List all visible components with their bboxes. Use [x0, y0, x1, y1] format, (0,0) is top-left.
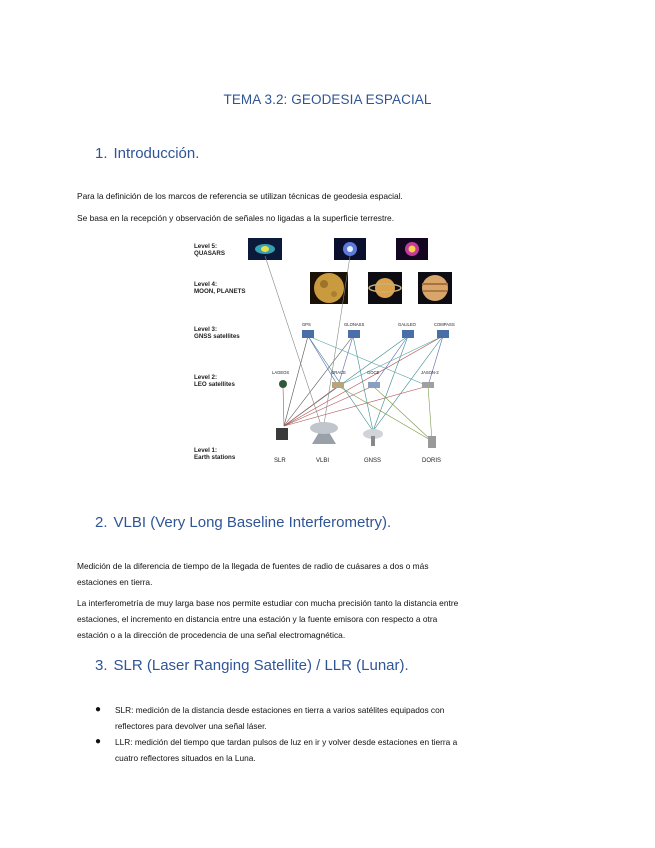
level-2-label-1: Level 2: — [194, 374, 218, 381]
geodesy-levels-figure — [188, 236, 464, 468]
moon-planets-images — [310, 272, 452, 304]
bullet-item-slr — [95, 702, 579, 734]
leo-label-grace: GRACE — [331, 370, 346, 375]
section-number: 1. — [95, 145, 108, 162]
section-heading-slr — [95, 657, 409, 674]
level-3-label-1: Level 3: — [194, 326, 218, 333]
intro-paragraph-2: Se basa en la recepción y observación de señales no ligadas a la superficie terrestre. — [77, 213, 395, 223]
section-heading-vlbi — [95, 514, 391, 531]
station-label-gnss: GNSS — [364, 458, 382, 464]
level-3-label-2: GNSS satellites — [194, 333, 240, 340]
level-1-label-2: Earth stations — [194, 454, 236, 461]
vlbi-paragraph-2-line-3: estación o a la dirección de procedencia de una señal electromagnética. — [77, 630, 346, 640]
station-label-vlbi: VLBI — [316, 458, 330, 464]
vlbi-paragraph-2 — [77, 595, 582, 643]
level-5-label-1: Level 5: — [194, 243, 218, 250]
bullet-item-llr — [95, 734, 579, 766]
section-title: VLBI (Very Long Baseline Interferometry). — [113, 514, 392, 531]
intro-paragraph-1: Para la definición de los marcos de referencia se utilizan técnicas de geodesia espacial. — [77, 191, 403, 201]
bullet-dot-icon: ● — [95, 704, 102, 715]
section-heading-introduccion — [95, 145, 199, 162]
level-4-label-1: Level 4: — [194, 281, 218, 288]
bullet-text-line-1: SLR: medición de la distancia desde estaciones en tierra a varios satélites equipados con — [115, 705, 445, 715]
vlbi-paragraph-1 — [77, 558, 582, 590]
section-number: 2. — [95, 514, 108, 531]
gnss-label-glonass: GLONASS — [344, 322, 365, 327]
bullet-text-line-1: LLR: medición del tiempo que tardan pulsos de luz en ir y volver desde estaciones en tierra a — [115, 737, 458, 747]
level-1-label-1: Level 1: — [194, 447, 218, 454]
vlbi-paragraph-1-line-2: estaciones en tierra. — [77, 577, 153, 587]
bullet-text-line-2: reflectores para devolver una señal láser. — [115, 721, 267, 731]
leo-label-jason2: JASON-2 — [421, 370, 439, 375]
section-number: 3. — [95, 657, 108, 674]
vlbi-paragraph-1-line-1: Medición de la diferencia de tiempo de la llegada de fuentes de radio de cuásares a dos o más — [77, 561, 429, 571]
level-5-label-2: QUASARS — [194, 250, 225, 257]
section-title: Introducción. — [113, 145, 200, 162]
document-title: TEMA 3.2: GEODESIA ESPACIAL — [223, 92, 432, 107]
station-label-slr: SLR — [274, 458, 286, 464]
gnss-label-galileo: GALILEO — [398, 322, 416, 327]
level-4-label-2: MOON, PLANETS — [194, 288, 246, 295]
vlbi-paragraph-2-line-1: La interferometría de muy larga base nos permite estudiar con mucha precisión tanto la distancia entre — [77, 598, 459, 608]
level-2-label-2: LEO satellites — [194, 381, 235, 388]
station-label-doris: DORIS — [422, 458, 442, 464]
gnss-label-gps: GPS — [302, 322, 311, 327]
section-title: SLR (Laser Ranging Satellite) / LLR (Lunar). — [113, 657, 409, 674]
bullet-text-line-2: cuatro reflectores situados en la Luna. — [115, 753, 256, 763]
leo-label-goce: GOCE — [367, 370, 380, 375]
vlbi-paragraph-2-line-2: estaciones, el incremento en distancia entre una estación y la fuente emisora con respecto a otra — [77, 614, 438, 624]
gnss-label-compass: COMPASS — [434, 322, 455, 327]
quasar-images — [248, 238, 428, 260]
leo-label-lageos: LAGEOS — [272, 370, 290, 375]
bullet-dot-icon: ● — [95, 736, 102, 747]
